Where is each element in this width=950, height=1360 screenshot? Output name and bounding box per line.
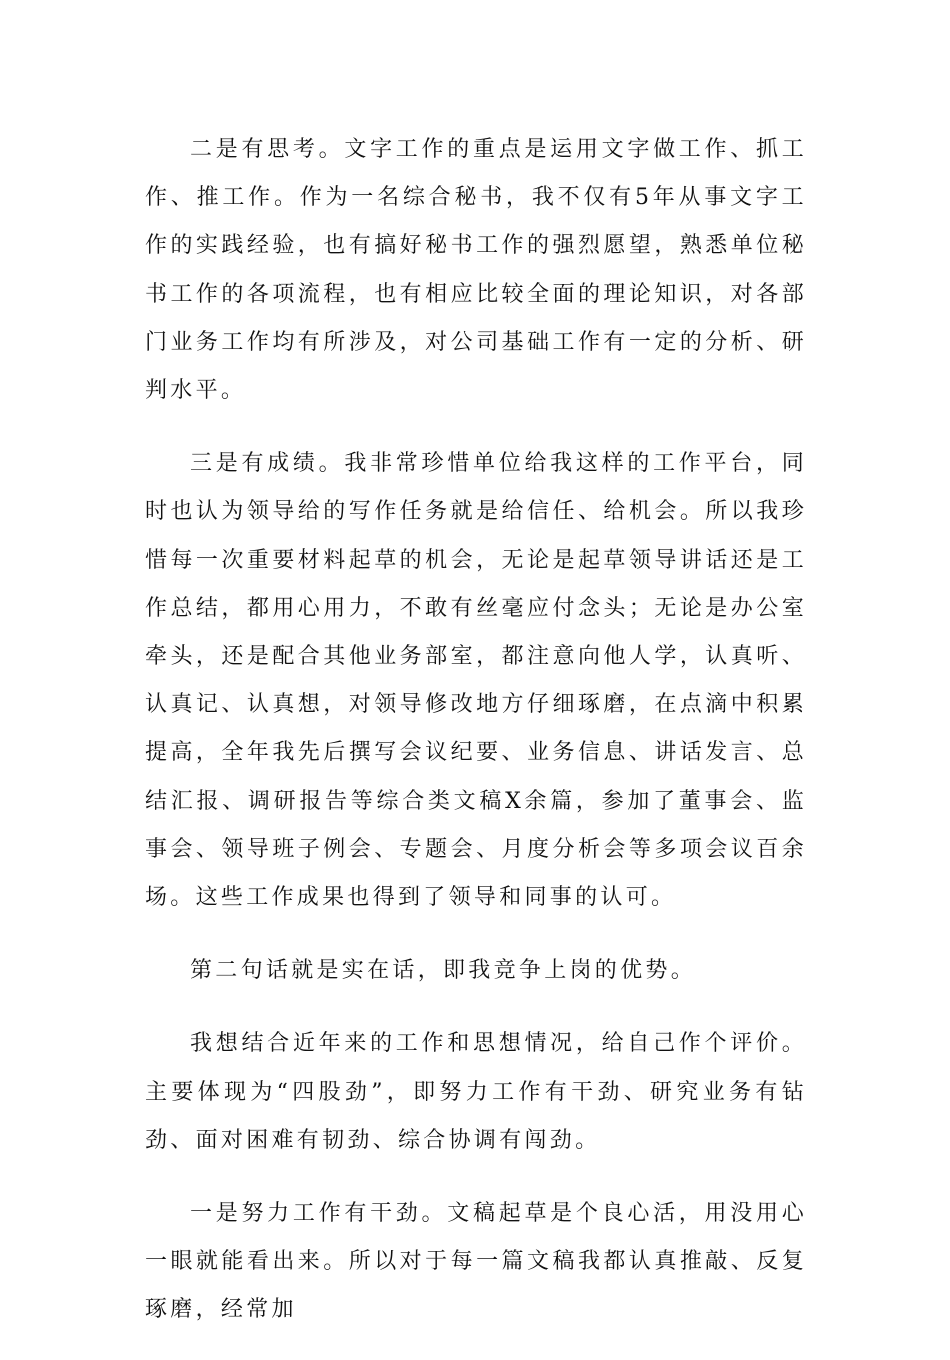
paragraph-second-point: 第二句话就是实在话，即我竞争上岗的优势。 — [190, 958, 697, 984]
paragraph-thinking: 二是有思考。文字工作的重点是运用文字做工作、抓工作、推工作。作为一名综合秘书，我不仅有5年从事文字工作的实践经验，也有搞好秘书工作的强烈愿望，熟悉单位秘书工作的各项流程，也有相应比较全面的理论知识，对各部门业务工作均有所涉及，对公司基础工作有一定的分析、研判水平。 — [145, 137, 807, 404]
paragraph-self-evaluation: 我想结合近年来的工作和思想情况，给自己作个评价。主要体现为“四股劲”，即努力工作有干劲、研究业务有钻劲、面对困难有韧劲、综合协调有闯劲。 — [145, 1031, 807, 1153]
paragraph-hard-work: 一是努力工作有干劲。文稿起草是个良心活，用没用心一眼就能看出来。所以对于每一篇文稿我都认真推敲、反复琢磨，经常加 — [145, 1201, 807, 1323]
paragraph-achievements: 三是有成绩。我非常珍惜单位给我这样的工作平台，同时也认为领导给的写作任务就是给信任、给机会。所以我珍惜每一次重要材料起草的机会，无论是起草领导讲话还是工作总结，都用心用力，不敢有丝毫应付念头；无论是办公室牵头，还是配合其他业务部室，都注意向他人学，认真听、认真记、认真想，对领导修改地方仔细琢磨，在点滴中积累提高，全年我先后撰写会议纪要、业务信息、讲话发言、总结汇报、调研报告等综合类文稿X余篇，参加了董事会、监事会、领导班子例会、专题会、月度分析会等多项会议百余场。这些工作成果也得到了领导和同事的认可。 — [145, 451, 807, 911]
document-body — [145, 126, 807, 1360]
